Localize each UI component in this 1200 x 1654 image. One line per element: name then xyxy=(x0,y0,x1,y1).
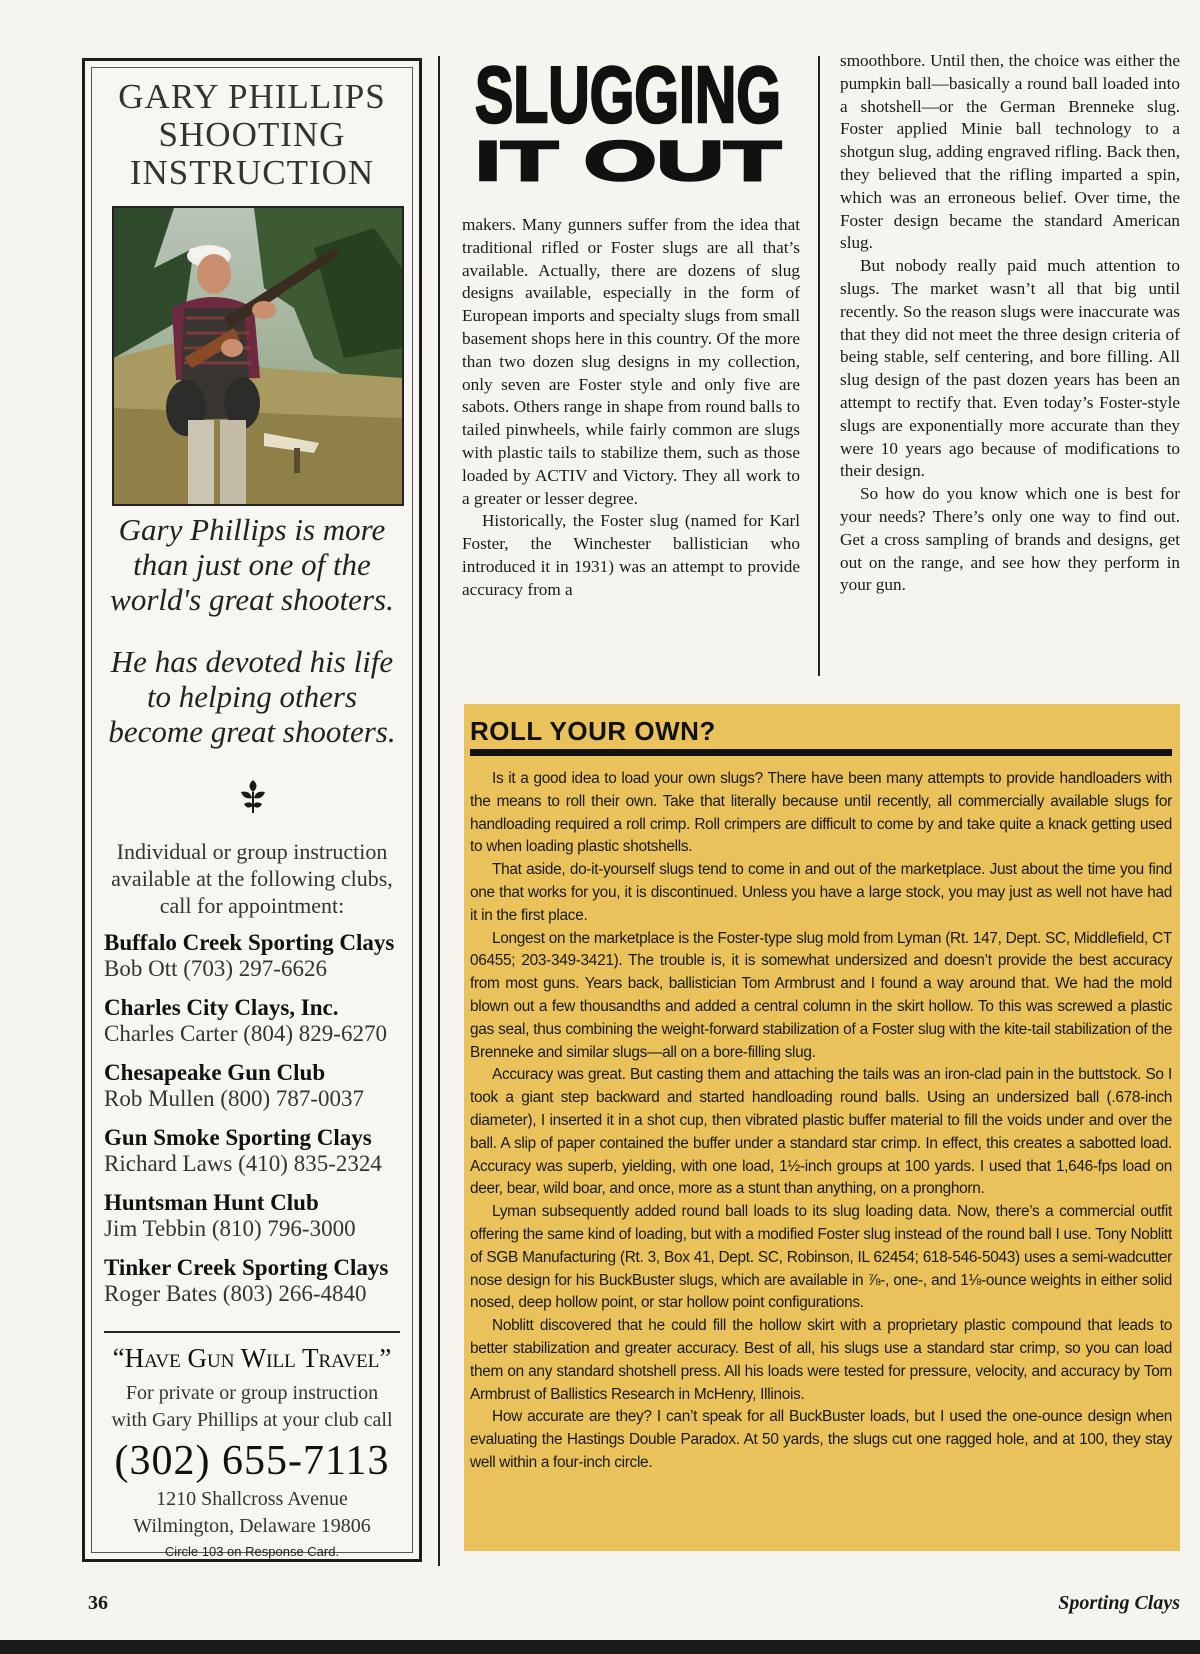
ad-title-line-3: INSTRUCTION xyxy=(129,153,375,192)
sidebar-paragraph: Lyman subsequently added round ball loads to its slug loading data. Now, there’s a commercial outfit offering the same kind of loading, but with a modified Foster slug instead of the round ball I use. Tony Noblitt of SGB Manufacturing (Rt. 3, Box 41, Dept. SC, Robinson, IL 62454; 618-546-5043) uses a semi-wadcutter nose design for his BuckBuster slugs, which are available in ⅞-, one-, and 1⅛-ounce weights in either solid nosed, deep hollow point, or star hollow point configurations. xyxy=(470,1203,1172,1312)
club-listing xyxy=(104,1190,404,1242)
article-column-2 xyxy=(840,50,1180,597)
ad-intro-line-1: Individual or group instruction xyxy=(116,839,388,864)
ad-quote-1-line-3: world's great shooters. xyxy=(110,582,394,617)
ad-intro-line-3: call for appointment: xyxy=(159,893,345,918)
ad-private-line-1: For private or group instruction xyxy=(125,1382,379,1404)
sidebar-title: ROLL YOUR OWN? xyxy=(470,716,716,746)
article-paragraph: Historically, the Foster slug (named for Karl Foster, the Winchester ballistician who introduced it in 1931) was an attempt to provide accuracy from a xyxy=(462,511,800,599)
article-paragraph: But nobody really paid much attention to slugs. The market wasn’t all that big until recently. So the reason slugs were inaccurate was that they did not meet the three design criteria of being stable, self centering, and bore filling. All slug design of the past dozen years has been an attempt to rectify that. Even today’s Foster-style slugs are exponentially more accurate than they were 10 years ago because of modifications to their design. xyxy=(840,256,1180,481)
magazine-name: Sporting Clays xyxy=(1058,1592,1180,1614)
club-contact: Bob Ott (703) 297-6626 xyxy=(104,956,327,981)
ad-quote-1-line-1: Gary Phillips is more xyxy=(118,512,386,547)
club-listing xyxy=(104,930,404,982)
sidebar-paragraph: That aside, do-it-yourself slugs tend to come in and out of the marketplace. Just about the time you find one that works for you, it is discontinued. Unless you have a large stock, you may just as well not have had it in the first place. xyxy=(470,861,1172,924)
sidebar-body xyxy=(470,768,1172,1475)
article-paragraph: smoothbore. Until then, the choice was either the pumpkin ball—basically a round ball loaded into a shotshell—or the German Brenneke slug. Foster applied Minie ball technology to a shotgun slug, adding engraved rifling. Back then, they believed that the rifling imparted a spin, which was an erroneous belief. Over time, the Foster design became the standard American slug. xyxy=(840,51,1180,253)
sidebar-title-rule xyxy=(470,749,1172,756)
article-headline xyxy=(470,50,786,192)
ad-quote-2-line-1: He has devoted his life xyxy=(110,644,394,679)
ad-address-line-2: Wilmington, Delaware 19806 xyxy=(133,1515,371,1537)
column-rule xyxy=(438,56,440,1566)
shooter-illustration xyxy=(114,208,402,504)
sidebar-paragraph: Is it a good idea to load your own slugs? There have been many attempts to provide handloaders with the means to roll their own. Take that literally because until recently, all commercially available slugs for handloading required a roll crimp. Roll crimpers are difficult to come by and take quite a knack getting used to when loading plastic shotshells. xyxy=(470,770,1172,856)
club-listing xyxy=(104,1060,404,1112)
article-paragraph: So how do you know which one is best for your needs? There’s only one way to find out. Get a cross sampling of brands and designs, get out on the range, and see how they perform in your gun. xyxy=(840,484,1180,595)
sidebar-paragraph: Noblitt discovered that he could fill the hollow skirt with a proprietary plastic compound that leads to better stabilization and greater accuracy. Best of all, his slugs use a standard star crimp, so you can load them on any standard shotshell press. All his loads were tested for pressure, velocity, and accuracy by Tom Armbrust of Ballistics Research in McHenry, Illinois. xyxy=(470,1317,1172,1403)
ad-travel-slogan: “Have Gun Will Travel” xyxy=(112,1343,392,1373)
article-column-1 xyxy=(462,214,800,602)
ad-private-instruction xyxy=(92,1380,412,1434)
leaf-ornament-icon xyxy=(238,778,268,814)
club-name: Charles City Clays, Inc. xyxy=(104,995,339,1020)
club-name: Buffalo Creek Sporting Clays xyxy=(104,930,395,955)
bottom-edge xyxy=(0,1640,1200,1654)
ad-title-line-2: SHOOTING xyxy=(158,115,346,154)
response-card-note: Circle 103 on Response Card. xyxy=(164,1544,340,1559)
headline-line-2: IT OUT xyxy=(475,129,781,192)
sidebar-paragraph: How accurate are they? I can’t speak for all BuckBuster loads, but I used the one-ounce design when evaluating the Hastings Double Paradox. At 50 yards, the slugs cut one ragged hole, and at 100, they stay well within a four-inch circle. xyxy=(470,1408,1172,1471)
column-rule xyxy=(818,56,820,676)
ad-intro-line-2: available at the following clubs, xyxy=(111,866,393,891)
sidebar-box xyxy=(464,704,1180,1551)
club-listing xyxy=(104,1255,404,1307)
club-contact: Charles Carter (804) 829-6270 xyxy=(104,1021,387,1046)
club-name: Huntsman Hunt Club xyxy=(104,1190,319,1215)
advertisement xyxy=(82,58,422,1562)
ad-quote-2-line-3: become great shooters. xyxy=(108,714,396,749)
ad-quote-1-line-2: than just one of the xyxy=(133,547,371,582)
ad-inner-border xyxy=(91,67,413,1559)
ad-title-line-1: GARY PHILLIPS xyxy=(118,77,386,116)
ad-divider xyxy=(104,1331,400,1333)
ad-private-line-2: with Gary Phillips at your club call xyxy=(111,1409,393,1431)
page-number: 36 xyxy=(88,1592,108,1614)
club-name: Gun Smoke Sporting Clays xyxy=(104,1125,372,1150)
ad-address-line-1: 1210 Shallcross Avenue xyxy=(156,1488,348,1510)
ad-intro xyxy=(92,838,412,919)
sidebar-paragraph: Longest on the marketplace is the Foster-type slug mold from Lyman (Rt. 147, Dept. SC, Middlefield, CT 06455; 203-349-3421). The trouble is, it is somewhat undersized and doesn’t provide the best accuracy from most guns. Years back, ballistician Tom Armbrust and I found a way around that. We had the mold blown out a few thousandths and added a central column in the skirt hollow. To this was screwed a plastic gas seal, thus combining the weight-forward stabilization of a Foster slug with the kite-tail stabilization of the Brenneke and similar slugs—all on a bore-filling slug. xyxy=(470,929,1172,1061)
club-name: Chesapeake Gun Club xyxy=(104,1060,326,1085)
ad-phone-number: (302) 655-7113 xyxy=(114,1438,390,1484)
ad-address xyxy=(92,1486,412,1540)
instructor-photo xyxy=(112,206,404,506)
club-contact: Roger Bates (803) 266-4840 xyxy=(104,1281,367,1306)
club-listing xyxy=(104,1125,404,1177)
club-name: Tinker Creek Sporting Clays xyxy=(104,1255,389,1280)
club-listing xyxy=(104,995,404,1047)
club-contact: Richard Laws (410) 835-2324 xyxy=(104,1151,382,1176)
sidebar-paragraph: Accuracy was great. But casting them and attaching the tails was an iron-clad pain in the buttstock. So I took a giant step backward and started handloading round balls. Using an undersized ball (.678-inch diameter), I inserted it in a shot cup, then vibrated plastic buffer material to fill the voids under and over the ball. A slip of paper contained the buffer under a standard star crimp. In effect, this creates a sabotted load. Accuracy was superb, yielding, with one load, 1½-inch groups at 100 yards. I used that 1,646-fps load on deer, bear, wild boar, and once, more as a stunt than anything, on a pronghorn. xyxy=(470,1066,1172,1198)
article-paragraph: makers. Many gunners suffer from the idea that traditional rifled or Foster slugs are all that’s available. Actually, there are dozens of slug designs available, especially in the form of European imports and specialty slugs from small basement shops here in this country. Of the more than two dozen slug designs in my collection, only seven are Foster style and only five are sabots. Others range in shape from round balls to tailed pinwheels, while fairly common are slugs with plastic tails to stabilize them, such as those loaded by ACTIV and Victory. They all work to a greater or lesser degree. xyxy=(462,215,800,508)
ad-quote-2-line-2: to helping others xyxy=(146,679,358,714)
club-contact: Rob Mullen (800) 787-0037 xyxy=(104,1086,365,1111)
headline-line-1: SLUGGING xyxy=(475,50,781,139)
club-contact: Jim Tebbin (810) 796-3000 xyxy=(104,1216,356,1241)
